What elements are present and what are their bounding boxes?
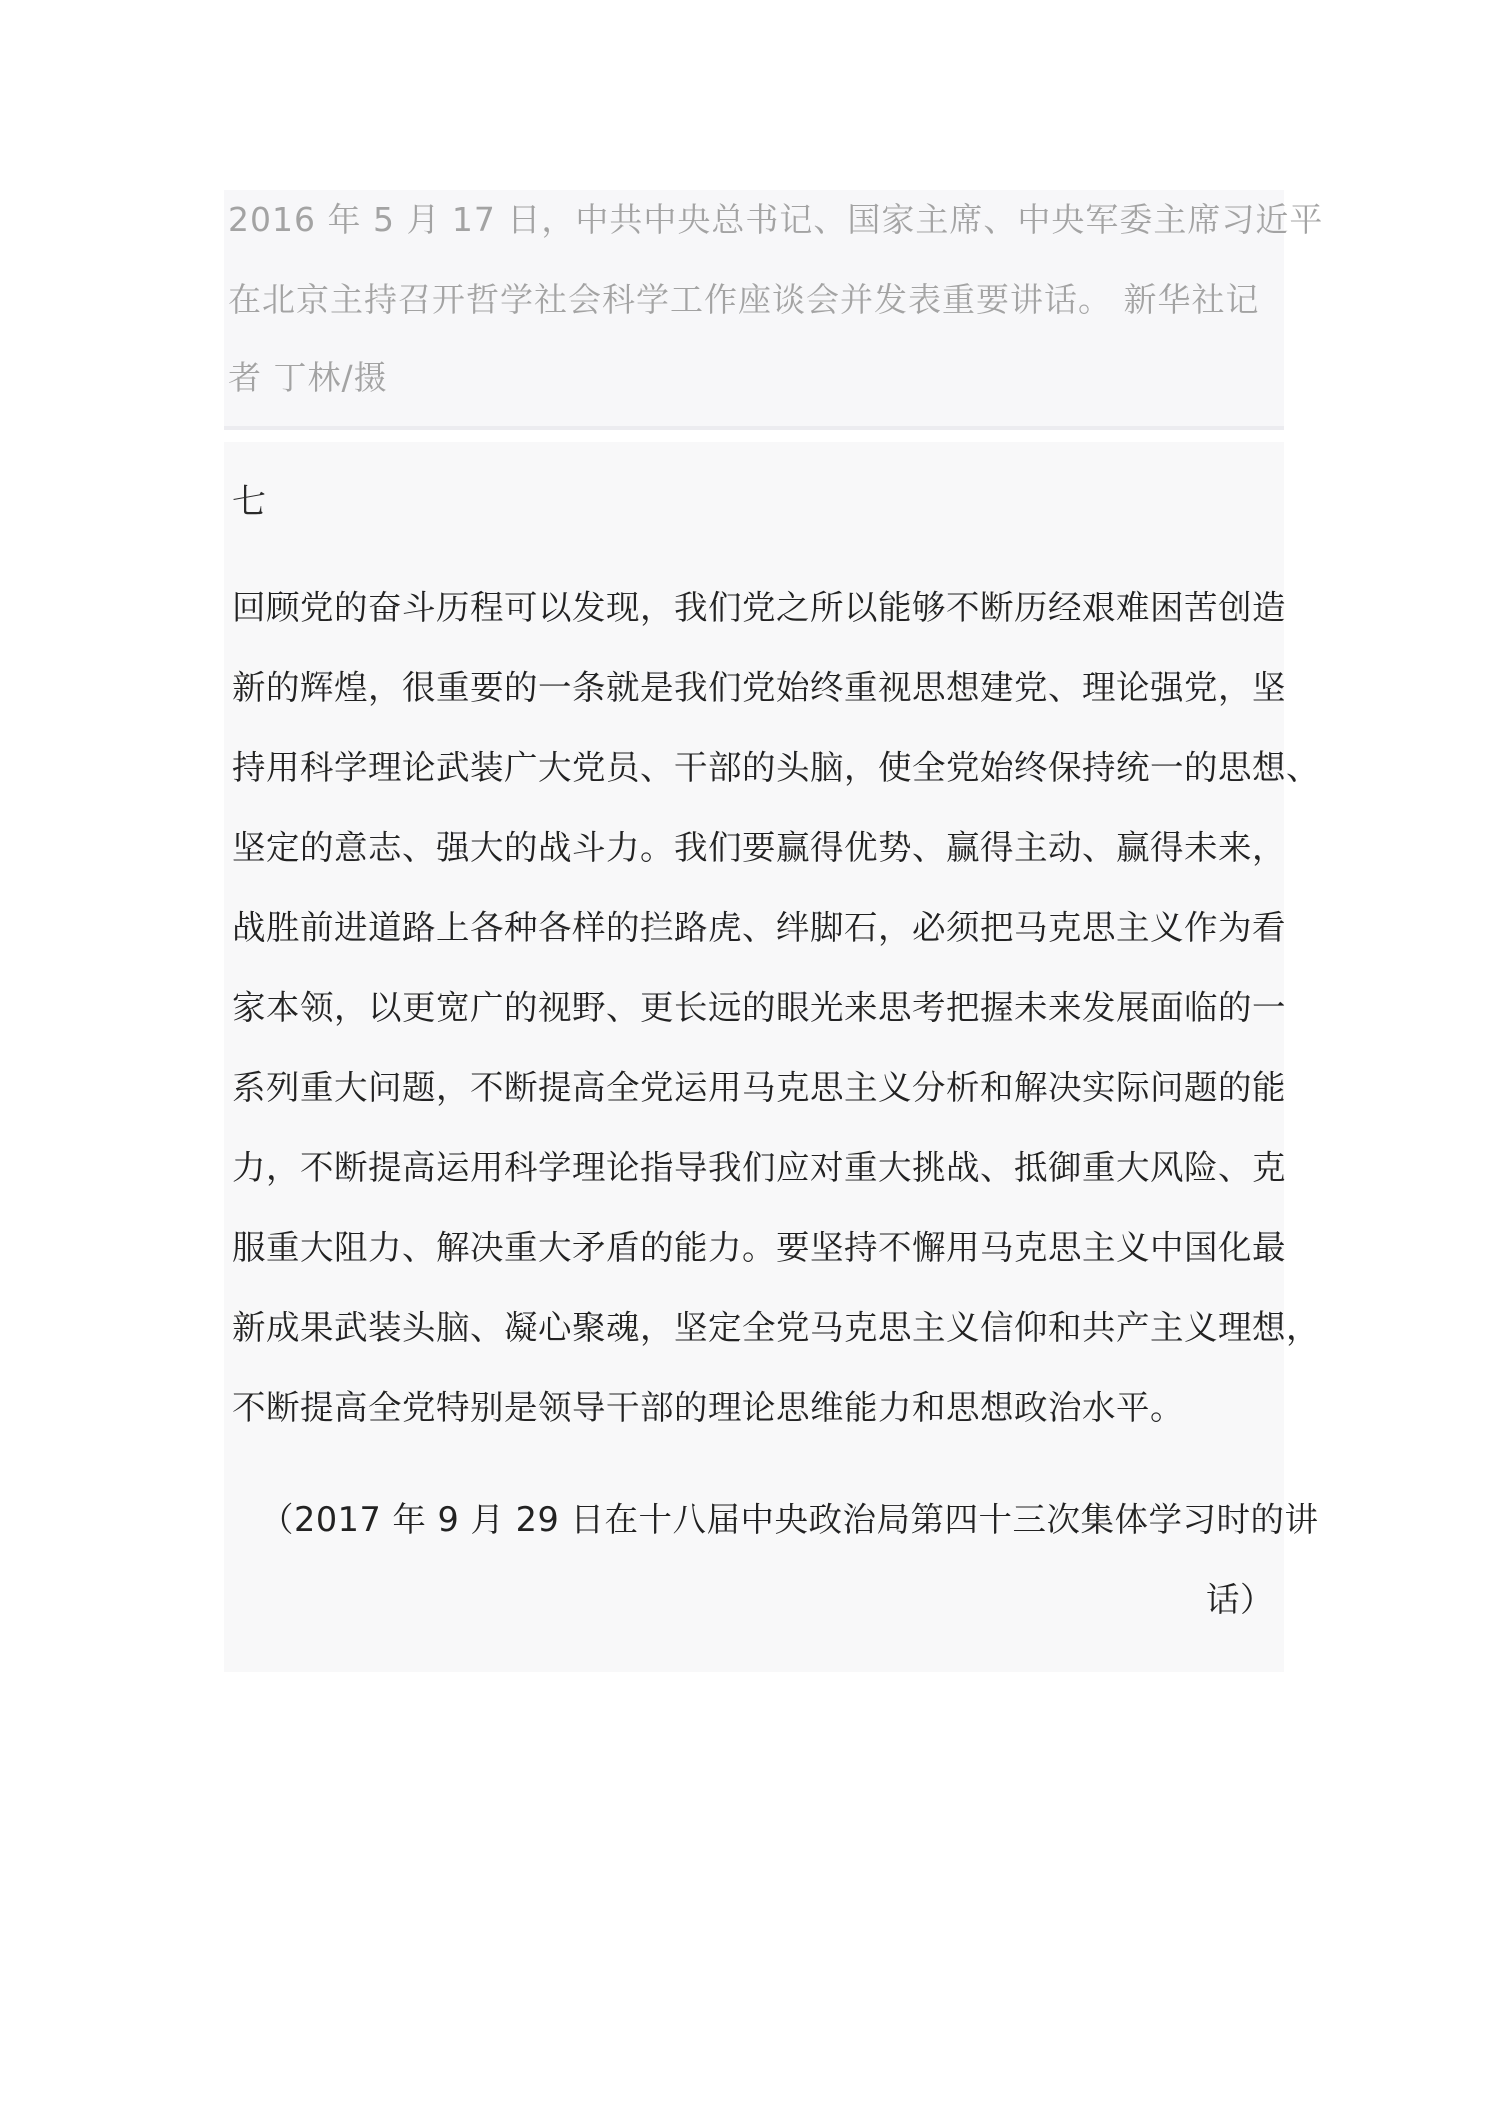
paragraph-line: 家本领，以更宽广的视野、更长远的眼光来思考把握未来发展面临的一 [232,988,1286,1027]
paragraph-line: 回顾党的奋斗历程可以发现，我们党之所以能够不断历经艰难困苦创造 [232,588,1286,627]
paragraph-line: 服重大阻力、解决重大矛盾的能力。要坚持不懈用马克思主义中国化最 [232,1228,1286,1267]
paragraph-line: 坚定的意志、强大的战斗力。我们要赢得优势、赢得主动、赢得未来， [232,828,1286,867]
section-number: 七 [232,482,266,522]
paragraph-line: 新成果武装头脑、凝心聚魂，坚定全党马克思主义信仰和共产主义理想， [232,1308,1320,1347]
section-body [224,442,1320,1672]
paragraph-line: 战胜前进道路上各种各样的拦路虎、绊脚石，必须把马克思主义作为看 [232,908,1286,947]
source-note: （2017 年 9 月 29 日在十八届中央政治局第四十三次集体学习时的讲 [260,1500,1319,1539]
caption-line: 2016 年 5 月 17 日，中共中央总书记、国家主席、中央军委主席习近平 [228,200,1324,239]
paragraph-line: 力，不断提高运用科学理论指导我们应对重大挑战、抵御重大风险、克 [232,1148,1286,1187]
caption-line: 在北京主持召开哲学社会科学工作座谈会并发表重要讲话。 新华社记 [228,280,1260,319]
photo-caption [224,190,1324,430]
paragraph-line: 持用科学理论武装广大党员、干部的头脑，使全党始终保持统一的思想、 [232,748,1320,787]
source-note: 话） [1206,1580,1274,1619]
paragraph-line: 系列重大问题，不断提高全党运用马克思主义分析和解决实际问题的能 [232,1068,1286,1107]
caption-line: 者 丁林/摄 [228,358,388,397]
paragraph-line: 不断提高全党特别是领导干部的理论思维能力和思想政治水平。 [232,1388,1184,1427]
paragraph-line: 新的辉煌，很重要的一条就是我们党始终重视思想建党、理论强党，坚 [232,668,1286,707]
